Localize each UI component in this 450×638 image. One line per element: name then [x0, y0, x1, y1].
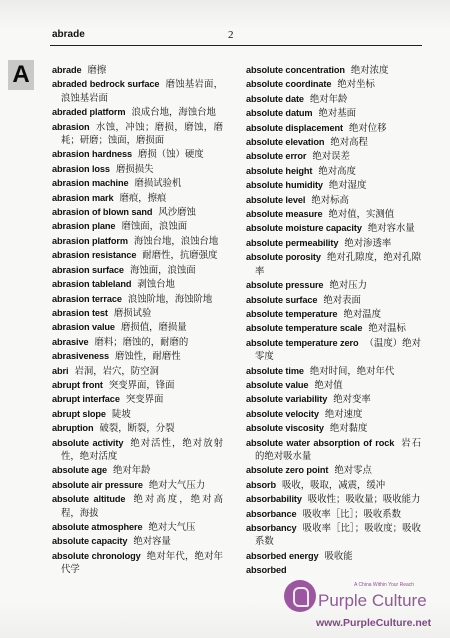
entry-term: absolute porosity — [246, 252, 321, 263]
entry-definition: 破裂，断裂，分裂 — [99, 424, 175, 435]
dictionary-entry — [52, 278, 223, 292]
dictionary-entry — [52, 249, 223, 263]
entry-definition: 绝对值，实测值 — [328, 210, 395, 221]
entry-definition: 绝对高度 — [318, 166, 356, 177]
entry-term: abrasion resistance — [52, 250, 137, 261]
entry-term: abrupt front — [52, 379, 103, 390]
entry-definition: 风沙磨蚀 — [158, 208, 196, 219]
entry-definition: 绝对误差 — [312, 152, 350, 163]
dictionary-entry — [246, 179, 421, 193]
entry-term: abraded bedrock surface — [52, 79, 160, 90]
dictionary-entry — [52, 379, 223, 393]
entry-term: absolute variability — [246, 394, 328, 405]
entry-term: absolute concentration — [246, 65, 345, 75]
entry-term: abrupt slope — [52, 408, 106, 419]
entry-definition: 绝对压力 — [329, 281, 367, 292]
entry-term: abrasion tableland — [52, 279, 132, 290]
entry-definition: 绝对年龄 — [112, 466, 151, 477]
dictionary-entry — [246, 493, 421, 507]
entry-definition: 绝对基面 — [318, 109, 357, 120]
entry-term: abrasion mark — [52, 192, 114, 203]
dictionary-entry — [52, 437, 223, 465]
running-head: abrade — [52, 29, 85, 40]
entry-term: absolute pressure — [246, 280, 324, 291]
dictionary-entry — [52, 220, 223, 234]
dictionary-entry — [246, 136, 421, 150]
entry-term: abrasion — [52, 121, 90, 132]
dictionary-entry — [246, 464, 421, 478]
dictionary-entry — [246, 408, 421, 422]
dictionary-entry — [52, 408, 223, 422]
entry-definition: 浪蚀阶地，海蚀阶地 — [127, 294, 213, 305]
letter-index-label: A — [12, 61, 30, 88]
entry-definition: 绝对浓度 — [350, 66, 389, 76]
watermark-url: www.PurpleCulture.net — [316, 617, 432, 629]
page-number: 2 — [228, 29, 234, 41]
entry-definition: 浪成台地，海蚀台地 — [131, 108, 216, 119]
dictionary-entry — [246, 337, 421, 365]
dictionary-entry — [246, 522, 421, 550]
dictionary-entry — [52, 64, 223, 78]
entry-definition: 磨痕，擦痕 — [119, 193, 167, 204]
entry-definition: 磨擦 — [87, 66, 107, 76]
entry-definition: 岩洞，岩穴，防空洞 — [74, 366, 159, 377]
entry-term: absolute humidity — [246, 180, 323, 191]
entry-term: absolute temperature scale — [246, 323, 363, 334]
header-rule — [50, 45, 422, 46]
entry-term: absolute height — [246, 165, 313, 176]
watermark-tagline: A China Within Your Reach — [354, 582, 415, 588]
entry-term: absolute capacity — [52, 536, 128, 547]
entry-term: abrasion loss — [52, 163, 110, 174]
entry-definition: 绝对温标 — [368, 324, 406, 335]
dictionary-entry — [52, 422, 223, 436]
dictionary-entry — [52, 106, 223, 120]
entry-definition: 水蚀，冲蚀；磨损，磨蚀，磨耗；研磨；蚀面，磨损面 — [61, 122, 223, 147]
entry-definition: 突变界面，锋面 — [108, 380, 175, 391]
entry-definition: 绝对时间，绝对年代 — [309, 366, 395, 377]
entry-term: absolute time — [246, 365, 304, 376]
dictionary-entry — [52, 148, 223, 162]
dictionary-entry — [52, 163, 223, 177]
dictionary-entry — [52, 177, 223, 191]
dictionary-entry — [52, 350, 223, 364]
dictionary-entry — [246, 251, 421, 279]
entry-term: abrasion plane — [52, 221, 116, 232]
dictionary-entry — [246, 78, 421, 92]
dictionary-entry — [246, 165, 421, 179]
dictionary-entry — [52, 206, 223, 220]
dictionary-entry — [246, 379, 421, 393]
dictionary-entry — [52, 521, 223, 535]
entry-term: abrupt interface — [52, 394, 120, 405]
dictionary-entry — [246, 93, 421, 107]
letter-index-tab — [8, 60, 34, 90]
entry-term: absolute velocity — [246, 408, 319, 419]
entry-definition: 绝对大气压 — [148, 523, 196, 533]
dictionary-entry — [246, 208, 421, 222]
entry-definition: 绝对活性，绝对放射性，绝对活度 — [61, 438, 223, 462]
dictionary-entry — [246, 64, 421, 78]
entry-term: absolute water absorption of rock — [246, 437, 395, 448]
dictionary-entry — [246, 150, 421, 164]
entry-term: absolute elevation — [246, 137, 325, 148]
left-column — [52, 64, 223, 624]
right-column — [246, 64, 421, 624]
dictionary-entry — [52, 535, 223, 549]
dictionary-entry — [246, 437, 421, 465]
dictionary-entry — [246, 237, 421, 251]
dictionary-entry — [246, 322, 421, 336]
entry-term: abrasive — [52, 336, 89, 347]
entry-definition: 磨蚀面，浪蚀面 — [121, 222, 188, 233]
watermark-name: Purple Culture — [318, 591, 427, 610]
dictionary-entry — [52, 235, 223, 249]
entry-term: abrade — [52, 65, 82, 75]
dictionary-entry — [52, 365, 223, 379]
entry-definition: 吸收率［比］；吸收系数 — [302, 509, 402, 520]
dictionary-entry — [52, 121, 223, 149]
entry-term: absolute temperature — [246, 308, 338, 319]
dictionary-entry — [52, 493, 223, 521]
entry-definition: 绝对值 — [314, 380, 343, 391]
dictionary-entry — [246, 222, 421, 236]
entry-term: absorbed — [246, 565, 287, 576]
entry-term: abrasion surface — [52, 264, 124, 275]
entry-definition: 磨损试验 — [113, 308, 152, 319]
entry-term: absolute permeability — [246, 237, 339, 248]
entry-definition: 海蚀台地，浪蚀台地 — [133, 236, 219, 247]
entry-term: absorbancy — [246, 523, 297, 533]
entry-term: absolute date — [246, 93, 304, 104]
entry-term: absolute level — [246, 194, 306, 205]
entry-definition: 剥蚀台地 — [137, 280, 175, 291]
entry-definition: 磨损（蚀）硬度 — [138, 150, 204, 161]
entry-definition: 吸收性；吸收量；吸收能力 — [307, 495, 421, 506]
entry-definition: 绝对变率 — [333, 395, 371, 406]
entry-definition: 绝对坐标 — [337, 80, 375, 91]
entry-definition: 绝对表面 — [323, 295, 361, 306]
dictionary-entry — [246, 393, 421, 407]
dictionary-entry — [52, 550, 223, 578]
dictionary-entry — [52, 336, 223, 350]
dictionary-entry — [246, 422, 421, 436]
entry-term: abraded platform — [52, 107, 126, 118]
entry-term: abrasion of blown sand — [52, 207, 153, 218]
entry-definition: 绝对渗透率 — [344, 238, 392, 249]
entry-definition: 陡坡 — [111, 409, 131, 420]
entry-definition: 绝对位移 — [348, 123, 387, 134]
entry-term: absorbed energy — [246, 550, 319, 561]
dictionary-entry — [246, 279, 421, 293]
entry-term: absolute moisture capacity — [246, 223, 362, 234]
entry-definition: 绝对高度，绝对高程，海拔 — [61, 495, 223, 519]
entry-definition: 磨蚀性，耐磨性 — [115, 352, 181, 363]
entry-term: absolute displacement — [246, 122, 343, 133]
entry-term: absolute viscosity — [246, 423, 324, 434]
dictionary-entry — [246, 294, 421, 308]
entry-term: absolute surface — [246, 294, 318, 305]
entry-term: absolute air pressure — [52, 479, 143, 490]
entry-definition: 绝对湿度 — [328, 181, 367, 192]
entry-term: absolute atmosphere — [52, 522, 143, 532]
entry-term: absolute temperature zero — [246, 337, 359, 348]
entry-definition: 绝对年龄 — [309, 94, 348, 105]
entry-term: absolute activity — [52, 437, 124, 448]
entry-definition: 绝对容水量 — [367, 224, 415, 235]
entry-term: absolute measure — [246, 209, 323, 220]
entry-definition: 磨蚀基岩面，浪蚀基岩面 — [61, 80, 223, 104]
entry-definition: 吸收能 — [324, 551, 353, 562]
entry-definition: 吸收，吸取，减震，缓冲 — [282, 480, 386, 491]
dictionary-entry — [246, 107, 421, 121]
dictionary-entry — [52, 264, 223, 278]
entry-term: absolute chronology — [52, 550, 141, 561]
entry-term: absolute zero point — [246, 465, 329, 476]
purple-culture-logo-icon — [284, 580, 316, 612]
entry-term: absolute age — [52, 465, 107, 476]
entry-definition: 磨料；磨蚀的，耐磨的 — [94, 337, 189, 348]
entry-term: abrasion platform — [52, 235, 128, 246]
entry-definition: 磨损值，磨损量 — [120, 323, 187, 334]
dictionary-entry — [52, 464, 223, 478]
entry-definition: 绝对容量 — [133, 537, 171, 548]
entry-term: absorbability — [246, 494, 302, 505]
dictionary-entry — [246, 122, 421, 136]
entry-definition: 磨损损失 — [115, 164, 154, 175]
entry-definition: 磨损试验机 — [134, 179, 182, 190]
entry-term: absolute error — [246, 151, 307, 162]
entry-term: absorb — [246, 479, 277, 490]
entry-definition: 绝对速度 — [324, 409, 363, 420]
dictionary-entry — [246, 365, 421, 379]
dictionary-entry — [52, 293, 223, 307]
entry-definition: 突变界面 — [125, 395, 164, 406]
entry-definition: 绝对大气压力 — [148, 480, 206, 491]
dictionary-entry — [52, 78, 223, 106]
entry-term: abrasion hardness — [52, 149, 132, 160]
entry-definition: 绝对温度 — [343, 309, 381, 320]
dictionary-entry — [246, 508, 421, 522]
entry-definition: 绝对标高 — [311, 195, 349, 206]
entry-term: absolute value — [246, 379, 309, 390]
entry-term: abrasion machine — [52, 178, 129, 189]
entry-term: abrasion value — [52, 322, 115, 333]
dictionary-entry — [246, 550, 421, 564]
entry-term: abri — [52, 365, 69, 376]
entry-definition: 绝对孔隙度，绝对孔隙率 — [255, 253, 421, 277]
entry-term: absolute coordinate — [246, 79, 332, 90]
dictionary-entry — [52, 307, 223, 321]
entry-term: absolute altitude — [52, 494, 126, 505]
dictionary-entry — [52, 479, 223, 493]
entry-term: abrasion test — [52, 307, 108, 318]
dictionary-entry — [52, 321, 223, 335]
entry-term: absolute datum — [246, 108, 313, 119]
entry-term: absorbance — [246, 508, 297, 519]
entry-definition: 海蚀面，浪蚀面 — [129, 265, 196, 276]
dictionary-entry — [246, 194, 421, 208]
publisher-watermark — [280, 574, 448, 636]
entry-definition: 吸收率［比］；吸收度；吸收系数 — [255, 524, 421, 548]
entry-term: abruption — [52, 423, 94, 434]
dictionary-entry — [246, 479, 421, 493]
entry-definition: 绝对零点 — [334, 466, 372, 477]
entry-definition: 岩石的绝对吸水量 — [255, 438, 421, 462]
dictionary-entry — [52, 393, 223, 407]
entry-definition: 耐磨性，抗磨强度 — [142, 251, 218, 262]
entry-definition: 绝对年代，绝对年代学 — [61, 551, 223, 576]
entry-definition: （温度）绝对零度 — [255, 338, 421, 363]
entry-definition: 绝对高程 — [330, 138, 368, 149]
entry-term: abrasiveness — [52, 351, 110, 362]
dictionary-entry — [246, 308, 421, 322]
dictionary-entry — [52, 192, 223, 206]
entry-term: abrasion terrace — [52, 293, 122, 304]
entry-definition: 绝对黏度 — [329, 424, 368, 435]
